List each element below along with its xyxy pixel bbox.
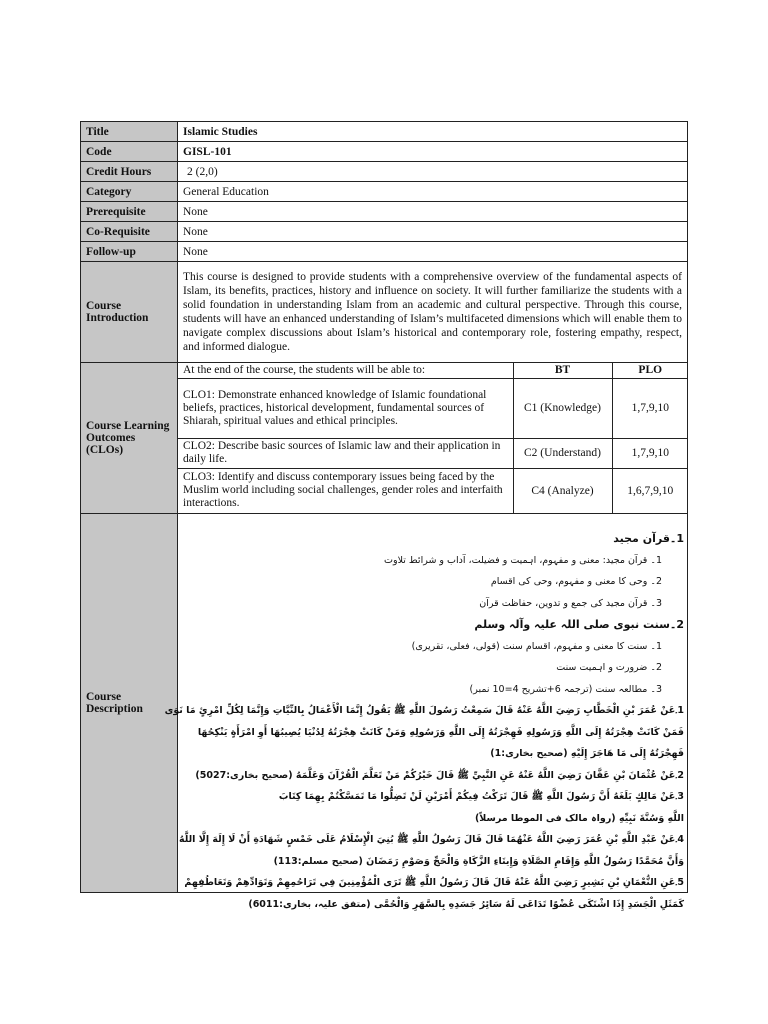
clo-row <box>178 438 688 468</box>
row-prerequisite <box>81 202 688 222</box>
row-followup <box>81 242 688 262</box>
description-label: Course Description <box>81 514 178 893</box>
clos-label: Course Learning Outcomes (CLOs) <box>81 363 178 514</box>
urdu-line: فَمَنْ كَانَتْ هِجْرَتُهُ إِلَى اللَّهِ وَرَسُولِهِ فَهِجْرَتُهُ إِلَى اللَّهِ وَرَسُولِهِ وَمَنْ كَانَتْ هِجْرَتُهُ لِدُنْيَا يُصِيبُهَا أَوِ امْرَأَةٍ يَنْكِحُهَا <box>197 726 684 738</box>
urdu-line: 2۔ وحی کا معنی و مفہوم، وحی کی اقسام <box>490 576 662 587</box>
urdu-line: كَمَثَلِ الْجَسَدِ إِذَا اشْتَكَى عُضْوًا تَدَاعَى لَهُ سَائِرُ جَسَدِهِ بِالسَّهَرِ وَالْحُمَّى (متفق علیہ، بخاری:6011) <box>248 898 684 910</box>
urdu-line: 5۔عَنِ النُّعْمَانِ بْنِ بَشِيرٍ رَضِيَ اللَّهُ عَنْهُ قَالَ قَالَ رَسُولُ اللَّهِ ﷺ تَرَى الْمُؤْمِنِينَ فِي تَرَاحُمِهِمْ وَتَوَادِّهِمْ وَتَعَاطُفِهِمْ <box>184 877 684 888</box>
clo-text: CLO3: Identify and discuss contemporary issues being faced by the Muslim world including social challenges, gender roles and interfaith interactions. <box>183 471 503 510</box>
introduction-cell <box>178 262 688 363</box>
clo-text: CLO2: Describe basic sources of Islamic law and their application in daily life. <box>183 440 501 465</box>
clo-text: CLO1: Demonstrate enhanced knowledge of Islamic foundational beliefs, practices, historical development, fundamental sources of Shiarah, spiritual values and ethical principles. <box>183 388 487 427</box>
description-cell <box>164 514 688 910</box>
row-clos <box>81 363 688 514</box>
introduction-label: Course Introduction <box>81 262 178 363</box>
code-label: Code <box>81 142 178 162</box>
prerequisite-value: None <box>178 202 688 222</box>
urdu-line: 3۔ قرآن مجید کی جمع و تدوین، حفاظت قرآن <box>479 597 662 609</box>
clo-bt: C1 (Knowledge) <box>513 378 612 438</box>
urdu-line: فَهِجْرَتُهُ إِلَى مَا هَاجَرَ إِلَيْهِ (صحیح بخاری:1) <box>490 748 684 759</box>
bt-header: BT <box>513 363 612 378</box>
clos-cell <box>178 363 688 514</box>
urdu-line: 1۔عَنْ عُمَرَ بْنِ الْخَطَّابِ رَضِيَ اللَّهُ عَنْهُ قَالَ سَمِعْتُ رَسُولَ اللَّهِ ﷺ يَقُولُ إِنَّمَا الْأَعْمَالُ بِالنِّيَّاتِ وَإِنَّمَا لِكُلِّ امْرِئٍ مَا نَوَى <box>164 705 684 716</box>
followup-label: Follow-up <box>81 242 178 262</box>
urdu-line: 3۔ مطالعہ سنت (ترجمہ 6+تشریح 4=10 نمبر) <box>469 683 662 695</box>
clos-intro: At the end of the course, the students will be able to: <box>183 364 426 377</box>
code-value: GISL-101 <box>178 142 688 162</box>
urdu-line: 1۔قرآن مجید <box>613 532 684 545</box>
row-course-introduction <box>81 262 688 363</box>
credit-hours-value: 2 (2,0) <box>178 162 688 182</box>
category-label: Category <box>81 182 178 202</box>
clo-plo: 1,7,9,10 <box>612 438 688 468</box>
followup-value: None <box>178 242 688 262</box>
row-title <box>81 122 688 142</box>
row-course-description <box>81 514 688 893</box>
row-credit-hours <box>81 162 688 182</box>
urdu-line: وَأَنَّ مُحَمَّدًا رَسُولُ اللَّهِ وَإِقَامِ الصَّلَاةِ وَإِيتَاءِ الزَّكَاةِ وَالْحَجِّ وَصَوْمِ رَمَضَانَ (صحیح مسلم:113) <box>273 855 684 867</box>
urdu-line: 2۔سنت نبوی صلی اللہ علیہ وآلہ وسلم <box>474 618 684 631</box>
introduction-text: This course is designed to provide students with a comprehensive overview of the fundamental aspects of Islam, its benefits, practices, history and influence on society. It will further familiarize the students with a solid foundation in understanding Islam from an academic and cultural perspective. Through this course, students will have an enhanced understanding of Islam’s multifaceted dimensions which will enable them to navigate complex discussions about Islam’s historical and contemporary role, fostering empathy, respect, and informed dialogue. <box>183 271 682 353</box>
corequisite-value: None <box>178 222 688 242</box>
corequisite-label: Co-Requisite <box>81 222 178 242</box>
clos-table <box>178 363 688 513</box>
clo-bt: C2 (Understand) <box>513 438 612 468</box>
clo-bt: C4 (Analyze) <box>513 468 612 513</box>
title-value: Islamic Studies <box>178 122 688 142</box>
title-label: Title <box>81 122 178 142</box>
prerequisite-label: Prerequisite <box>81 202 178 222</box>
urdu-line: 2۔عَنْ عُثْمَانَ بْنِ عَفَّانَ رَضِيَ اللَّهُ عَنْهُ عَنِ النَّبِيِّ ﷺ قَالَ خَيْرُكُمْ مَنْ تَعَلَّمَ الْقُرْآنَ وَعَلَّمَهُ (صحیح بخاری:5027) <box>195 769 684 781</box>
urdu-line: 4۔عَنْ عَبْدِ اللَّهِ بْنِ عُمَرَ رَضِيَ اللَّهُ عَنْهُمَا قَالَ قَالَ رَسُولُ اللَّهِ ﷺ بُنِيَ الْإِسْلَامُ عَلَى خَمْسٍ شَهَادَةِ أَنْ لَا إِلَهَ إِلَّا اللَّهُ <box>178 834 684 845</box>
clo-plo: 1,7,9,10 <box>612 378 688 438</box>
row-code <box>81 142 688 162</box>
clos-header-row <box>178 363 688 378</box>
plo-header: PLO <box>612 363 688 378</box>
urdu-line: اللَّهِ وَسُنَّةَ نَبِيِّهِ (رواہ مالک فی الموطا مرسلاً) <box>474 812 684 824</box>
urdu-line: 1۔ قرآن مجید: معنی و مفہوم، اہمیت و فضیلت، آداب و شرائط تلاوت <box>384 554 662 566</box>
urdu-line: 2۔ ضرورت و اہمیت سنت <box>556 662 662 673</box>
urdu-syllabus-text <box>164 528 684 915</box>
clo-plo: 1,6,7,9,10 <box>612 468 688 513</box>
credit-hours-label: Credit Hours <box>81 162 178 182</box>
row-category <box>81 182 688 202</box>
urdu-line: 3۔عَنْ مَالِكٍ بَلَغَهُ أَنَّ رَسُولَ اللَّهِ ﷺ قَالَ تَرَكْتُ فِيكُمْ أَمْرَيْنِ لَنْ تَضِلُّوا مَا تَمَسَّكْتُمْ بِهِمَا كِتَابَ <box>278 791 684 802</box>
row-corequisite <box>81 222 688 242</box>
clo-row <box>178 468 688 513</box>
category-value: General Education <box>178 182 688 202</box>
course-outline-table <box>80 121 688 910</box>
clo-row <box>178 378 688 438</box>
urdu-line: 1۔ سنت کا معنی و مفہوم، اقسام سنت (قولی، فعلی، تقریری) <box>411 640 662 652</box>
